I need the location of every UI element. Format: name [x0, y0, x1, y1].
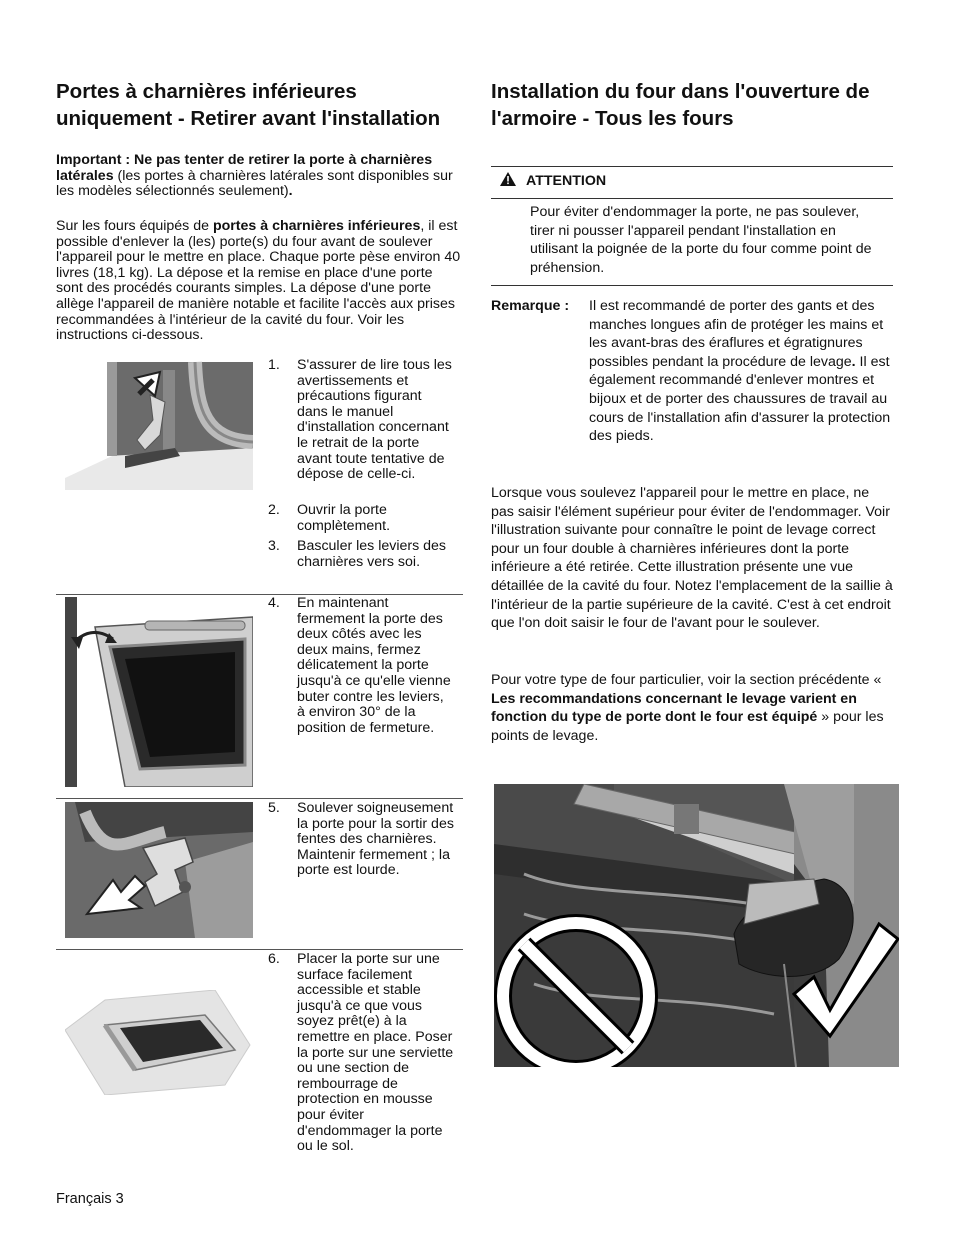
- lifting-point-illustration: [494, 784, 899, 1067]
- intro-text-1: Sur les fours équipés de: [56, 218, 213, 234]
- remark-label: [491, 297, 586, 316]
- divider: [56, 594, 463, 595]
- step-number: 5.: [268, 800, 280, 816]
- section-title-door-removal: Portes à charnières inférieures uniquement - Retirer avant l'installation: [56, 80, 441, 130]
- step-text: Basculer les leviers des charnières vers soi.: [297, 538, 447, 570]
- remark-dot: .: [851, 353, 856, 370]
- important-end: .: [288, 183, 293, 200]
- attention-label: ATTENTION: [526, 173, 607, 189]
- step-number: 6.: [268, 951, 280, 967]
- door-closing-illustration: [65, 597, 253, 787]
- remark-text-1: Il est recommandé de porter des gants et des manches longues afin de protéger les mains et les avant-bras des éraflures et égratignures possibles pendant la procédure de levage: [589, 298, 884, 370]
- important-bold: Important : Ne pas tenter de retirer la porte à charnières latérales: [56, 152, 433, 184]
- ref-bold: Les recommandations concernant le levage varient en fonction du type de porte dont le four est équipé: [491, 690, 857, 726]
- hinge-slot-illustration: [65, 802, 253, 938]
- warning-triangle-icon: [500, 172, 516, 190]
- step-number: 2.: [268, 502, 280, 518]
- section-title-installation: Installation du four dans l'ouverture de l'armoire - Tous les fours: [491, 80, 870, 130]
- step-number: 3.: [268, 538, 280, 554]
- step-text: S'assurer de lire tous les avertissements et précautions figurant dans le manuel d'installation concernant le retrait de la porte avant toute tentative de dépose de celle-ci.: [297, 357, 452, 483]
- door-on-towel-illustration: [65, 990, 255, 1095]
- lifting-reference-paragraph: [491, 671, 895, 745]
- step-text: En maintenant fermement la porte des deux côtés avec les deux mains, fermez délicatement la porte jusqu'à ce qu'elle vienne buter contre les leviers, à environ 30° de la position de fermeture.: [297, 595, 451, 736]
- lifting-paragraph: Lorsque vous soulevez l'appareil pour le mettre en place, ne pas saisir l'élément supérieur pour éviter de l'endommager. Voir l'illustration suivante pour connaître le point de levage correct pour un four double à charnières inférieures dont la porte inférieure a été retirée. Cette illustration présente une vue détaillée de la cavité du four. Notez l'emplacement de la saillie à l'intérieur de la partie supérieure de la cavité. C'est à cet endroit que l'on doit saisir le four de l'avant pour le soulever.: [491, 485, 893, 632]
- divider: [491, 198, 893, 199]
- remark-text: [589, 297, 895, 446]
- divider: [491, 285, 893, 286]
- important-note: [56, 153, 461, 200]
- remark-text-2: Il est également recommandé d'enlever montres et bijoux et de porter des chaussures de travail au cours de l'installation afin d'assurer la protection des pieds.: [589, 353, 891, 445]
- intro-paragraph: [56, 219, 461, 344]
- step-number: 4.: [268, 595, 280, 611]
- step-text: Soulever soigneusement la porte pour la sortir des fentes des charnières. Maintenir fermement ; la porte est lourde.: [297, 800, 454, 879]
- important-rest: (les portes à charnières latérales sont disponibles sur les modèles sélectionnés seulement): [56, 167, 453, 200]
- remark-label-text: Remarque :: [491, 298, 570, 314]
- intro-bold: portes à charnières inférieures: [212, 218, 421, 234]
- divider: [491, 166, 893, 167]
- ref-text-1: Pour votre type de four particulier, voir la section précédente «: [491, 672, 882, 688]
- divider: [56, 798, 463, 799]
- step-text: Placer la porte sur une surface facilement accessible et stable jusqu'à ce que vous soyez prêt(e) à la remettre en place. Poser la porte sur une serviette ou une section de rembourrage de protection en mousse pour éviter d'endommager la porte ou le sol.: [297, 951, 454, 1155]
- step-text: Ouvrir la porte complètement.: [297, 502, 391, 534]
- hinge-lever-illustration: [65, 360, 253, 490]
- page-footer: Français 3: [56, 1191, 124, 1207]
- intro-text-2: , il est possible d'enlever la (les) porte(s) du four avant de soulever l'appareil pour le mettre en place. Chaque porte pèse environ 40 livres (18,1 kg). La dépose et la remise en place d'une porte sont des procédés courants simples. La dépose d'une porte allège l'appareil de manière notable et facilite l'accès aux prises recommandées à l'intérieur de la cavité du four. Voir les instructions ci-dessous.: [56, 218, 461, 344]
- attention-header: [500, 172, 606, 190]
- attention-text: Pour éviter d'endommager la porte, ne pas soulever, tirer ni pousser l'appareil pendant l'installation en utilisant la poignée de la porte du four comme point de préhension.: [530, 204, 872, 276]
- divider: [56, 949, 463, 950]
- ref-text-2: » pour les points de levage.: [491, 709, 884, 744]
- step-number: 1.: [268, 357, 280, 373]
